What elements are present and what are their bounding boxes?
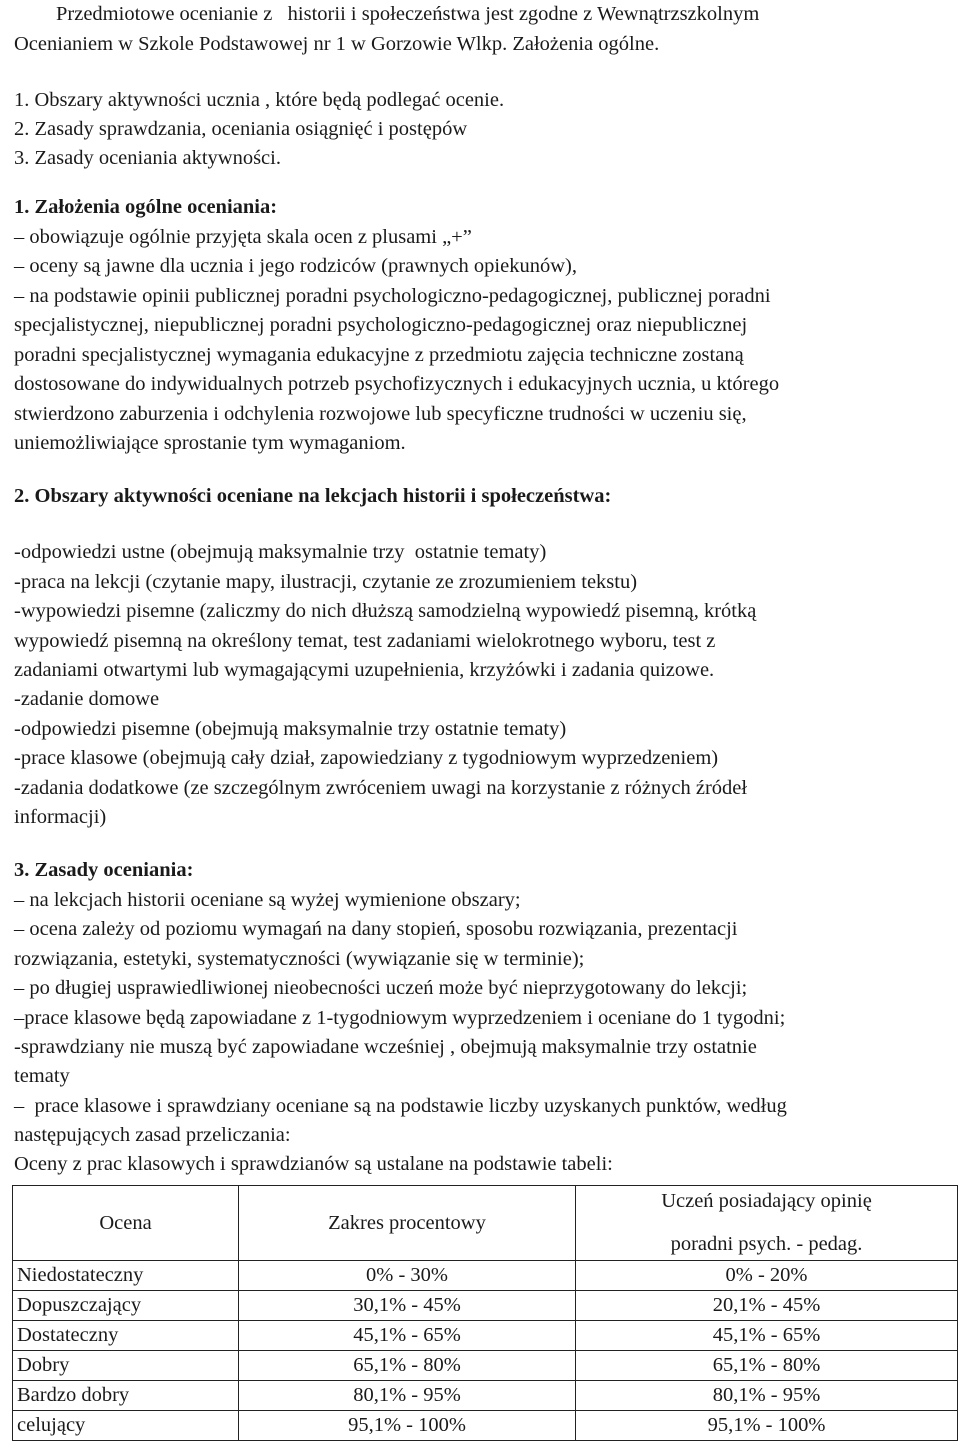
section-2-line: -zadania dodatkowe (ze szczególnym zwróceniem uwagi na korzystanie z różnych źródeł	[14, 777, 748, 799]
section-1-line: – na podstawie opinii publicznej poradni psychologiczno-pedagogicznej, publicznej poradni	[14, 285, 771, 307]
table-row	[13, 1321, 958, 1351]
column-header-range: Zakres procentowy	[239, 1186, 576, 1261]
intro-list-item-2: 2. Zasady sprawdzania, oceniania osiągnięć i postępów	[14, 118, 468, 140]
cell-special-range: 80,1% - 95%	[576, 1381, 958, 1411]
table-row	[13, 1261, 958, 1291]
cell-range: 95,1% - 100%	[239, 1411, 576, 1441]
cell-special-range: 20,1% - 45%	[576, 1291, 958, 1321]
table-row	[13, 1411, 958, 1441]
section-2-line: -wypowiedzi pisemne (zaliczmy do nich dłuższą samodzielną wypowiedź pisemną, krótką	[14, 600, 757, 622]
cell-range: 30,1% - 45%	[239, 1291, 576, 1321]
section-3-line: następujących zasad przeliczania:	[14, 1124, 291, 1146]
cell-range: 0% - 30%	[239, 1261, 576, 1291]
cell-special-range: 45,1% - 65%	[576, 1321, 958, 1351]
section-3-line: -sprawdziany nie muszą być zapowiadane wcześniej , obejmują maksymalnie trzy ostatnie	[14, 1036, 757, 1058]
section-2-line: wypowiedź pisemną na określony temat, test zadaniami wielokrotnego wyboru, test z	[14, 630, 716, 652]
cell-grade: celujący	[13, 1411, 239, 1441]
cell-grade: Dopuszczający	[13, 1291, 239, 1321]
cell-range: 80,1% - 95%	[239, 1381, 576, 1411]
section-1-line: – oceny są jawne dla ucznia i jego rodziców (prawnych opiekunów),	[14, 255, 577, 277]
section-1-line: dostosowane do indywidualnych potrzeb psychofizycznych i edukacyjnych ucznia, u którego	[14, 373, 780, 395]
cell-grade: Niedostateczny	[13, 1261, 239, 1291]
section-2-heading: 2. Obszary aktywności oceniane na lekcjach historii i społeczeństwa:	[14, 485, 612, 507]
cell-grade: Dobry	[13, 1351, 239, 1381]
section-3-line: tematy	[14, 1065, 70, 1087]
section-2-line: informacji)	[14, 806, 107, 828]
table-row	[13, 1351, 958, 1381]
column-header-special-needs	[576, 1186, 958, 1261]
cell-grade: Dostateczny	[13, 1321, 239, 1351]
intro-list-item-3: 3. Zasady oceniania aktywności.	[14, 147, 281, 169]
column-header-grade: Ocena	[13, 1186, 239, 1261]
cell-special-range: 65,1% - 80%	[576, 1351, 958, 1381]
section-2-line: -prace klasowe (obejmują cały dział, zapowiedziany z tygodniowym wyprzedzeniem)	[14, 747, 719, 769]
section-1-line: – obowiązuje ogólnie przyjęta skala ocen z plusami „+”	[14, 226, 472, 248]
section-1-line: uniemożliwiające sprostanie tym wymaganiom.	[14, 432, 406, 454]
section-1-line: poradni specjalistycznej wymagania edukacyjne z przedmiotu zajęcia techniczne zostaną	[14, 344, 744, 366]
section-3-line: –prace klasowe będą zapowiadane z 1-tygodniowym wyprzedzeniem i oceniane do 1 tygodni;	[14, 1007, 786, 1029]
cell-range: 45,1% - 65%	[239, 1321, 576, 1351]
section-3-line: rozwiązania, estetyki, systematyczności (wywiązanie się w terminie);	[14, 948, 585, 970]
section-3-line: – prace klasowe i sprawdziany oceniane są na podstawie liczby uzyskanych punktów, według	[14, 1095, 787, 1117]
section-3-heading: 3. Zasady oceniania:	[14, 859, 194, 881]
section-3-line: Oceny z prac klasowych i sprawdzianów są ustalane na podstawie tabeli:	[14, 1153, 613, 1175]
cell-special-range: 0% - 20%	[576, 1261, 958, 1291]
section-1-line: stwierdzono zaburzenia i odchylenia rozwojowe lub specyficzne trudności w uczeniu się,	[14, 403, 747, 425]
cell-range: 65,1% - 80%	[239, 1351, 576, 1381]
section-1-heading: 1. Założenia ogólne oceniania:	[14, 196, 278, 218]
section-2-line: -odpowiedzi ustne (obejmują maksymalnie trzy ostatnie tematy)	[14, 541, 547, 563]
grade-conversion-table	[12, 1185, 958, 1441]
section-2-line: -odpowiedzi pisemne (obejmują maksymalnie trzy ostatnie tematy)	[14, 718, 567, 740]
table-row	[13, 1291, 958, 1321]
intro-list-item-1: 1. Obszary aktywności ucznia , które będą podlegać ocenie.	[14, 89, 505, 111]
cell-special-range: 95,1% - 100%	[576, 1411, 958, 1441]
intro-line-1: Przedmiotowe ocenianie z historii i społeczeństwa jest zgodne z Wewnątrzszkolnym	[56, 3, 760, 25]
section-2-line: zadaniami otwartymi lub wymagającymi uzupełnienia, krzyżówki i zadania quizowe.	[14, 659, 715, 681]
section-1-line: specjalistycznej, niepublicznej poradni psychologiczno-pedagogicznej oraz niepublicznej	[14, 314, 748, 336]
section-3-line: – ocena zależy od poziomu wymagań na dany stopień, sposobu rozwiązania, prezentacji	[14, 918, 738, 940]
cell-grade: Bardzo dobry	[13, 1381, 239, 1411]
section-3-line: – po długiej usprawiedliwionej nieobecności uczeń może być nieprzygotowany do lekcji;	[14, 977, 748, 999]
column-header-special-line-2: poradni psych. - pedag.	[670, 1233, 863, 1255]
intro-line-2: Ocenianiem w Szkole Podstawowej nr 1 w Gorzowie Wlkp. Założenia ogólne.	[14, 33, 660, 55]
section-2-line: -zadanie domowe	[14, 688, 160, 710]
column-header-special-line-1: Uczeń posiadający opinię	[661, 1190, 872, 1212]
table-header-row	[13, 1186, 958, 1261]
table-row	[13, 1381, 958, 1411]
section-3-line: – na lekcjach historii oceniane są wyżej wymienione obszary;	[14, 889, 521, 911]
section-2-line: -praca na lekcji (czytanie mapy, ilustracji, czytanie ze zrozumieniem tekstu)	[14, 571, 638, 593]
